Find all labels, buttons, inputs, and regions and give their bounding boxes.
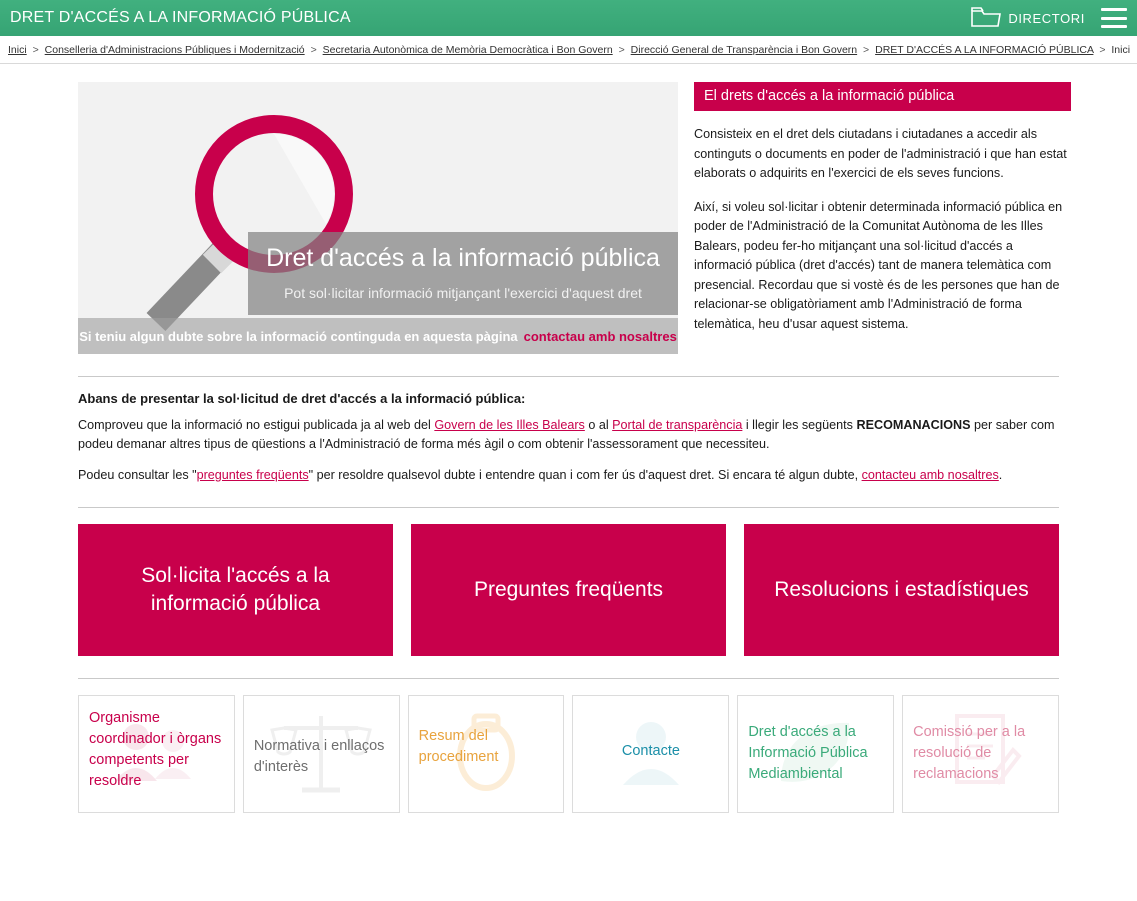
tile-label: Dret d'accés a la Informació Pública Mediambiental: [748, 723, 868, 782]
button-preguntes-frequents[interactable]: Preguntes freqüents: [411, 524, 726, 656]
intro-paragraph-1: [78, 416, 1059, 454]
side-panel-body: [694, 125, 1071, 334]
tile-organisme-coordinador[interactable]: [78, 695, 235, 813]
intro-p2-text-c: .: [998, 467, 1003, 482]
intro-p2-text-b: " per resoldre qualsevol dubte i entendre quan i com fer ús d'aquest dret. Si encara té algun dubte,: [308, 467, 862, 482]
link-portal-transparencia[interactable]: Portal de transparència: [612, 418, 743, 432]
side-panel-title: El drets d'accés a la informació pública: [694, 82, 1071, 111]
intro-heading: Abans de presentar la sol·licitud de dret d'accés a la informació pública:: [78, 391, 526, 406]
tile-normativa-enllacos[interactable]: [243, 695, 400, 813]
breadcrumb-separator: >: [863, 44, 870, 56]
tile-label: Organisme coordinador i òrgans competents per resoldre: [89, 709, 222, 789]
breadcrumb-item-0[interactable]: Inici: [8, 44, 27, 56]
tile-informacio-mediambiental[interactable]: [737, 695, 894, 813]
breadcrumb-separator: >: [1099, 44, 1106, 56]
breadcrumb: [0, 36, 1137, 64]
breadcrumb-separator: >: [310, 44, 317, 56]
hamburger-menu-icon[interactable]: [1101, 8, 1127, 28]
tile-contacte[interactable]: [572, 695, 729, 813]
tile-label: Contacte: [621, 742, 680, 759]
side-paragraph-2: Així, si voleu sol·licitar i obtenir determinada informació pública en poder de l'Administració de la Comunitat Autònoma de les Illes Balears, podeu fer-ho mitjançant una sol·licitud d'accés a informació pública (dret d'accés) tant de manera telemàtica com presencial. Recordau que si vostè és de les persones que han de relacionar-se obligatòriament amb l'Administració de forma telemàtica, heu d'usar aquest sistema.: [694, 199, 1063, 331]
intro-p2-text-a: Podeu consultar les ": [78, 467, 197, 482]
link-contacteu-amb-nosaltres[interactable]: contacteu amb nosaltres: [861, 467, 999, 482]
hero-strip-text: Si teniu algun dubte sobre la informació continguda en aquesta pàgina: [79, 328, 518, 344]
button-resolucions-estadistiques[interactable]: Resolucions i estadístiques: [744, 524, 1059, 656]
header-actions: [971, 6, 1137, 31]
directori-label: DIRECTORI: [1008, 10, 1085, 26]
folder-icon: [971, 6, 1001, 31]
side-paragraph-1: Consisteix en el dret dels ciutadans i ciutadanes a accedir als continguts o documents en poder de l'administració i que han estat elaborats o adquirits en l'exercici de els seves funcions.: [694, 127, 1067, 181]
breadcrumb-item-current: Inici: [1111, 44, 1131, 56]
directori-link[interactable]: [971, 6, 1085, 31]
hero-section: [0, 64, 1137, 354]
intro-p1-text-b: o al: [584, 418, 613, 432]
intro-p1-text-c: i llegir les següents: [742, 418, 857, 432]
primary-actions: [0, 508, 1137, 656]
intro-p1-text-d: per saber com podeu demanar altres tipus de qüestions a l'Administració de forma més àgil o com obtenir l'assessorament que necessiteu.: [78, 418, 1055, 451]
breadcrumb-separator: >: [32, 44, 39, 56]
link-preguntes-frequents[interactable]: preguntes freqüents: [196, 467, 309, 482]
hero-contact-link[interactable]: contactau amb nosaltres: [523, 328, 677, 344]
button-sollicita-acces[interactable]: Sol·licita l'accés a la informació pública: [78, 524, 393, 656]
side-info-panel: [694, 82, 1071, 354]
breadcrumb-item-1[interactable]: Conselleria d'Administracions Públiques i Modernització: [44, 44, 305, 56]
intro-p1-strong: RECOMANACIONS: [856, 418, 971, 432]
top-header-bar: [0, 0, 1137, 36]
tile-label: Resum del procediment: [418, 727, 499, 765]
link-govern-illes-balears[interactable]: Govern de les Illes Balears: [434, 418, 585, 432]
intro-p1-text-a: Comproveu que la informació no estigui publicada ja al web del: [78, 418, 435, 432]
tile-comissio-reclamacions[interactable]: [902, 695, 1059, 813]
hero-banner: [78, 82, 678, 354]
intro-section: [0, 377, 1137, 485]
tile-resum-procediment[interactable]: [408, 695, 565, 813]
breadcrumb-separator: >: [618, 44, 625, 56]
hero-contact-strip: [78, 318, 678, 354]
magnifying-glass-illustration: [116, 94, 376, 354]
hero-caption: [248, 232, 678, 315]
tile-label: Comissió per a la resolució de reclamacions: [913, 723, 1026, 782]
hero-title: Dret d'accés a la informació pública: [266, 244, 660, 272]
hero-subtitle: Pot sol·licitar informació mitjançant l'exercici d'aquest dret: [284, 284, 642, 301]
page-title: DRET D'ACCÉS A LA INFORMACIÓ PÚBLICA: [10, 9, 351, 26]
breadcrumb-item-4[interactable]: DRET D'ACCÉS A LA INFORMACIÓ PÚBLICA: [875, 44, 1094, 56]
section-tiles: [0, 679, 1137, 813]
breadcrumb-item-2[interactable]: Secretaria Autonòmica de Memòria Democràtica i Bon Govern: [322, 44, 613, 56]
tile-label: Normativa i enllaços d'interès: [253, 737, 385, 775]
breadcrumb-item-3[interactable]: Direcció General de Transparència i Bon Govern: [630, 44, 858, 56]
intro-paragraph-2: [78, 466, 1059, 485]
